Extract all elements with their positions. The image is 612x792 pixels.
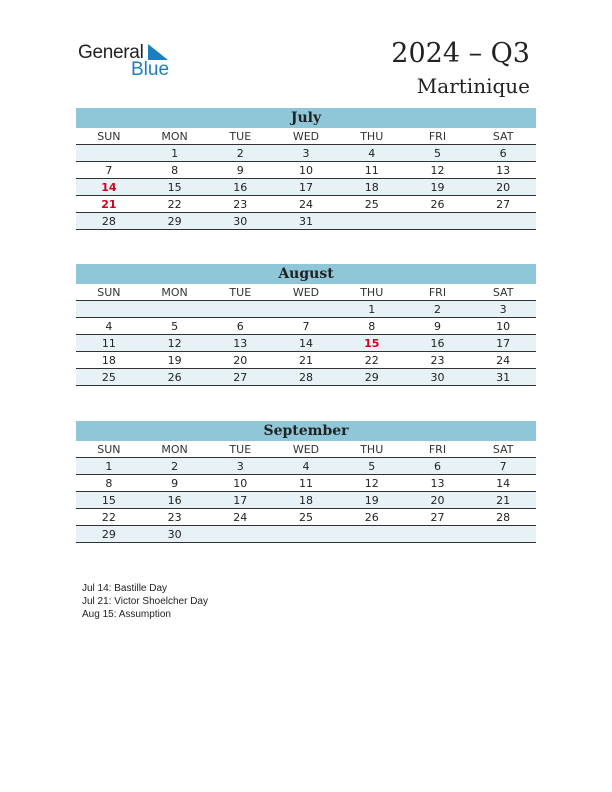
day-cell: 5 — [433, 147, 441, 160]
day-cell: 3 — [499, 303, 507, 316]
day-cell: 12 — [430, 164, 445, 177]
empty-day-cell — [405, 213, 471, 229]
month-title: August — [76, 264, 536, 284]
empty-day-cell — [405, 526, 471, 542]
week-row — [76, 162, 536, 179]
day-cell: 10 — [299, 164, 314, 177]
day-cell: 28 — [101, 215, 116, 228]
weekday-label: THU — [360, 443, 384, 456]
week-row — [76, 145, 536, 162]
weekday-label: WED — [292, 443, 320, 456]
day-cell: 10 — [496, 320, 511, 333]
day-cell: 13 — [233, 337, 248, 350]
day-cell: 24 — [496, 354, 511, 367]
day-cell: 5 — [368, 460, 376, 473]
day-cell: 1 — [368, 303, 376, 316]
empty-day-cell — [207, 301, 273, 317]
day-cell: 18 — [299, 494, 314, 507]
day-cell: 20 — [233, 354, 248, 367]
weekday-label: TUE — [229, 443, 252, 456]
month-2 — [76, 421, 536, 543]
day-cell: 23 — [167, 511, 182, 524]
day-cell: 27 — [233, 371, 248, 384]
holiday-note: Jul 21: Victor Shoelcher Day — [82, 596, 208, 607]
day-cell: 26 — [430, 198, 445, 211]
day-cell: 14 — [101, 181, 117, 194]
day-cell: 19 — [430, 181, 445, 194]
week-row — [76, 335, 536, 352]
day-cell: 17 — [496, 337, 511, 350]
empty-day-cell — [142, 301, 208, 317]
day-cell: 11 — [299, 477, 314, 490]
week-row — [76, 475, 536, 492]
day-cell: 7 — [105, 164, 113, 177]
holiday-note: Aug 15: Assumption — [82, 609, 171, 620]
weekday-label: SUN — [97, 286, 121, 299]
day-cell: 7 — [302, 320, 310, 333]
day-cell: 21 — [101, 198, 117, 211]
day-cell: 4 — [302, 460, 310, 473]
day-cell: 27 — [430, 511, 445, 524]
day-cell: 2 — [433, 303, 441, 316]
day-cell: 24 — [299, 198, 314, 211]
day-cell: 20 — [496, 181, 511, 194]
weekday-label: SAT — [492, 286, 514, 299]
weekday-label: FRI — [428, 130, 447, 143]
day-cell: 4 — [368, 147, 376, 160]
day-cell: 10 — [233, 477, 248, 490]
day-cell: 18 — [364, 181, 379, 194]
day-cell: 24 — [233, 511, 248, 524]
page-title: 2024 – Q3 — [391, 38, 530, 69]
weekday-label: SUN — [97, 130, 121, 143]
empty-day-cell — [273, 301, 339, 317]
day-cell: 9 — [236, 164, 244, 177]
day-cell: 6 — [433, 460, 441, 473]
weekday-label: MON — [161, 443, 188, 456]
day-cell: 29 — [101, 528, 116, 541]
weekday-header-row — [76, 441, 536, 458]
day-cell: 31 — [496, 371, 511, 384]
day-cell: 28 — [496, 511, 511, 524]
weekday-label: WED — [292, 130, 320, 143]
day-cell: 21 — [496, 494, 511, 507]
day-cell: 3 — [236, 460, 244, 473]
day-cell: 14 — [299, 337, 314, 350]
day-cell: 27 — [496, 198, 511, 211]
logo-triangle-icon — [148, 44, 168, 60]
weekday-label: WED — [292, 286, 320, 299]
day-cell: 2 — [236, 147, 244, 160]
day-cell: 13 — [430, 477, 445, 490]
weekday-label: TUE — [229, 130, 252, 143]
day-cell: 12 — [364, 477, 379, 490]
weekday-label: MON — [161, 286, 188, 299]
day-cell: 4 — [105, 320, 113, 333]
week-row — [76, 526, 536, 543]
day-cell: 29 — [167, 215, 182, 228]
weekday-label: FRI — [428, 443, 447, 456]
day-cell: 21 — [299, 354, 314, 367]
week-row — [76, 352, 536, 369]
day-cell: 2 — [171, 460, 179, 473]
day-cell: 6 — [499, 147, 507, 160]
empty-day-cell — [470, 213, 536, 229]
day-cell: 11 — [101, 337, 116, 350]
weekday-header-row — [76, 284, 536, 301]
week-row — [76, 509, 536, 526]
weekday-label: SUN — [97, 443, 121, 456]
day-cell: 25 — [364, 198, 379, 211]
day-cell: 30 — [430, 371, 445, 384]
day-cell: 8 — [368, 320, 376, 333]
day-cell: 17 — [233, 494, 248, 507]
day-cell: 26 — [167, 371, 182, 384]
day-cell: 30 — [233, 215, 248, 228]
weekday-label: TUE — [229, 286, 252, 299]
month-0 — [76, 108, 536, 230]
holiday-notes — [82, 582, 208, 621]
day-cell: 11 — [364, 164, 379, 177]
day-cell: 12 — [167, 337, 182, 350]
week-row — [76, 492, 536, 509]
day-cell: 15 — [101, 494, 116, 507]
weekday-label: THU — [360, 130, 384, 143]
day-cell: 31 — [299, 215, 314, 228]
weekday-label: SAT — [492, 130, 514, 143]
month-title: July — [76, 108, 536, 128]
day-cell: 14 — [496, 477, 511, 490]
week-row — [76, 318, 536, 335]
day-cell: 7 — [499, 460, 507, 473]
day-cell: 26 — [364, 511, 379, 524]
day-cell: 23 — [430, 354, 445, 367]
weekday-header-row — [76, 128, 536, 145]
empty-day-cell — [339, 213, 405, 229]
day-cell: 19 — [167, 354, 182, 367]
weekday-label: FRI — [428, 286, 447, 299]
logo-text-blue: Blue — [131, 59, 170, 80]
logo-text-general: General — [78, 42, 144, 63]
empty-day-cell — [207, 526, 273, 542]
empty-day-cell — [470, 526, 536, 542]
day-cell: 20 — [430, 494, 445, 507]
day-cell: 22 — [364, 354, 379, 367]
day-cell: 1 — [105, 460, 113, 473]
day-cell: 6 — [236, 320, 244, 333]
week-row — [76, 301, 536, 318]
day-cell: 9 — [171, 477, 179, 490]
week-row — [76, 369, 536, 386]
empty-day-cell — [339, 526, 405, 542]
day-cell: 16 — [167, 494, 182, 507]
day-cell: 22 — [167, 198, 182, 211]
day-cell: 22 — [101, 511, 116, 524]
day-cell: 8 — [105, 477, 113, 490]
day-cell: 19 — [364, 494, 379, 507]
day-cell: 15 — [167, 181, 182, 194]
empty-day-cell — [273, 526, 339, 542]
holiday-note: Jul 14: Bastille Day — [82, 583, 168, 594]
empty-day-cell — [76, 145, 142, 161]
day-cell: 9 — [433, 320, 441, 333]
day-cell: 18 — [101, 354, 116, 367]
week-row — [76, 213, 536, 230]
day-cell: 30 — [167, 528, 182, 541]
day-cell: 16 — [233, 181, 248, 194]
day-cell: 15 — [364, 337, 380, 350]
day-cell: 17 — [299, 181, 314, 194]
week-row — [76, 196, 536, 213]
month-1 — [76, 264, 536, 386]
day-cell: 8 — [171, 164, 179, 177]
day-cell: 16 — [430, 337, 445, 350]
month-title: September — [76, 421, 536, 441]
week-row — [76, 179, 536, 196]
day-cell: 13 — [496, 164, 511, 177]
week-row — [76, 458, 536, 475]
day-cell: 5 — [171, 320, 179, 333]
generalblue-logo — [78, 42, 188, 82]
day-cell: 28 — [299, 371, 314, 384]
day-cell: 25 — [299, 511, 314, 524]
weekday-label: THU — [360, 286, 384, 299]
page-subtitle: Martinique — [416, 74, 530, 98]
day-cell: 1 — [171, 147, 179, 160]
day-cell: 23 — [233, 198, 248, 211]
day-cell: 3 — [302, 147, 310, 160]
weekday-label: SAT — [492, 443, 514, 456]
weekday-label: MON — [161, 130, 188, 143]
day-cell: 29 — [364, 371, 379, 384]
empty-day-cell — [76, 301, 142, 317]
day-cell: 25 — [101, 371, 116, 384]
